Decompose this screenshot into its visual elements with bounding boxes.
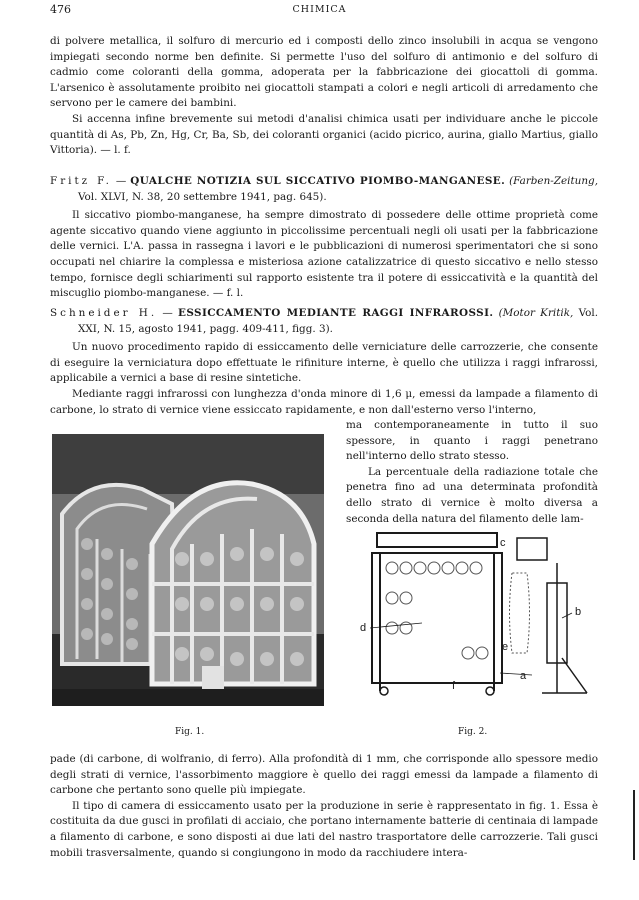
label-d: d: [360, 622, 367, 634]
article-schneider: [50, 306, 598, 418]
label-c: c: [500, 537, 506, 549]
heading-dash: —: [157, 307, 179, 319]
fig1-photo: [52, 434, 324, 706]
intro-section: [50, 34, 598, 159]
source-journal: (Motor Kritik,: [498, 307, 574, 319]
fig2-diagram: [362, 523, 597, 706]
article-heading: [50, 306, 598, 337]
source-details: Vol. XXI, N. 15, agosto 1941, pagg. 409-411, figg. 3).: [78, 307, 599, 335]
article-fritz: [50, 174, 598, 302]
lower-text: [50, 752, 598, 861]
running-title: CHIMICA: [292, 4, 347, 15]
label-f: f: [452, 680, 456, 692]
article-author: Schneider H.: [50, 307, 158, 319]
page-number: 476: [50, 3, 71, 16]
article-body: Il siccativo piombo-manganese, ha sempre dimostrato di possedere delle ottime proprietà come agente siccativo quando viene aggiunto in piccolissime percentuali negli oli usati per la fabbricazione delle vernici. L'A. passa in rassegna i lavori e le pubblicazioni di numerosi sperimentatori che si sono occupati nel chiarire la complessa e misteriosa azione catalizzatrice di questo siccativo e nello stesso tempo, fornisce degli schiarimenti sul rapporto esistente tra il potere di essiccatività e la quantità del miscuglio piombo-manganese. — f. l.: [50, 209, 598, 300]
article-paragraph-2a: Mediante raggi infrarossi con lunghezza d'onda minore di 1,6 μ, emessi da lampade a filamento di carbone, lo strato di vernice viene essiccato rapidamente, e non dall'esterno verso l'interno,: [50, 387, 598, 416]
article-paragraph-3: La percentuale della radiazione totale che penetra fino ad una determinata profondità dello strato di vernice è molto diversa a seconda della natura del filamento delle lam-: [346, 465, 598, 525]
source-details: Vol. XLVI, N. 38, 20 settembre 1941, pag. 645).: [78, 190, 327, 203]
article-heading: [50, 174, 598, 205]
article-paragraph-1: Un nuovo procedimento rapido di essiccamento delle verniciature delle carrozzerie, che consente di eseguire la verniciatura dopo effettuate le rifiniture interne, è quello che utilizza i raggi infrarossi, applicabile a vernici a base di resine sintetiche.: [50, 341, 598, 385]
label-b: b: [575, 606, 582, 618]
intro-paragraph-1: di polvere metallica, il solfuro di mercurio ed i composti dello zinco insolubili in acqua se vengono impiegati secondo norme ben definite. Si permette l'uso del solfuro di antimonio e del solfuro di cadmio come coloranti della gomma, adoperata per la fabbricazione dei giocattoli di gomma. L'arsenico è assolutamente proibito nei giocattoli stampati a colori e negli articoli di arredamento che servono per le camere dei bambini.: [50, 35, 598, 110]
label-a: a: [520, 670, 527, 682]
fig2-caption: Fig. 2.: [458, 727, 488, 737]
right-column-text: [346, 418, 598, 527]
article-paragraph-4: pade (di carbone, di wolfranio, di ferro). Alla profondità di 1 mm, che corrisponde allo spessore medio degli strati di vernice, l'assorbimento maggiore è quello dei raggi emessi da lampade a filamento di carbone che pertanto sono quelle più impiegate.: [50, 753, 598, 797]
heading-dash: —: [111, 175, 131, 187]
article-title: ESSICCAMENTO MEDIANTE RAGGI INFRAROSSI.: [178, 307, 494, 319]
fig1-caption: Fig. 1.: [175, 727, 205, 737]
source-journal: (Farben-Zeitung,: [509, 175, 598, 187]
page-edge-mark: [633, 790, 635, 860]
article-paragraph-2b: ma contemporaneamente in tutto il suo spessore, in quanto i raggi penetrano nell'interno dello strato stesso.: [346, 419, 598, 463]
article-author: Fritz F.: [50, 175, 112, 187]
article-title: QUALCHE NOTIZIA SUL SICCATIVO PIOMBO-MANGANESE.: [130, 175, 506, 187]
article-paragraph-5: Il tipo di camera di essiccamento usato per la produzione in serie è rappresentato in fig. 1. Essa è costituita da due gusci in profilati di acciaio, che portano internamente batterie di centinaia di lampade a filamento di carbone, e sono disposti ai due lati del nastro trasportatore delle carrozzerie. Tali gusci mobili trasversalmente, quando si congiungono in modo da racchiudere intera-: [50, 799, 598, 859]
label-e: e: [502, 641, 509, 653]
intro-paragraph-2: Si accenna infine brevemente sui metodi d'analisi chimica usati per individuare anche le piccole quantità di As, Pb, Zn, Hg, Cr, Ba, Sb, dei coloranti organici (acido picrico, aurina, giallo Martius, giallo Vittoria). — l. f.: [50, 112, 598, 157]
